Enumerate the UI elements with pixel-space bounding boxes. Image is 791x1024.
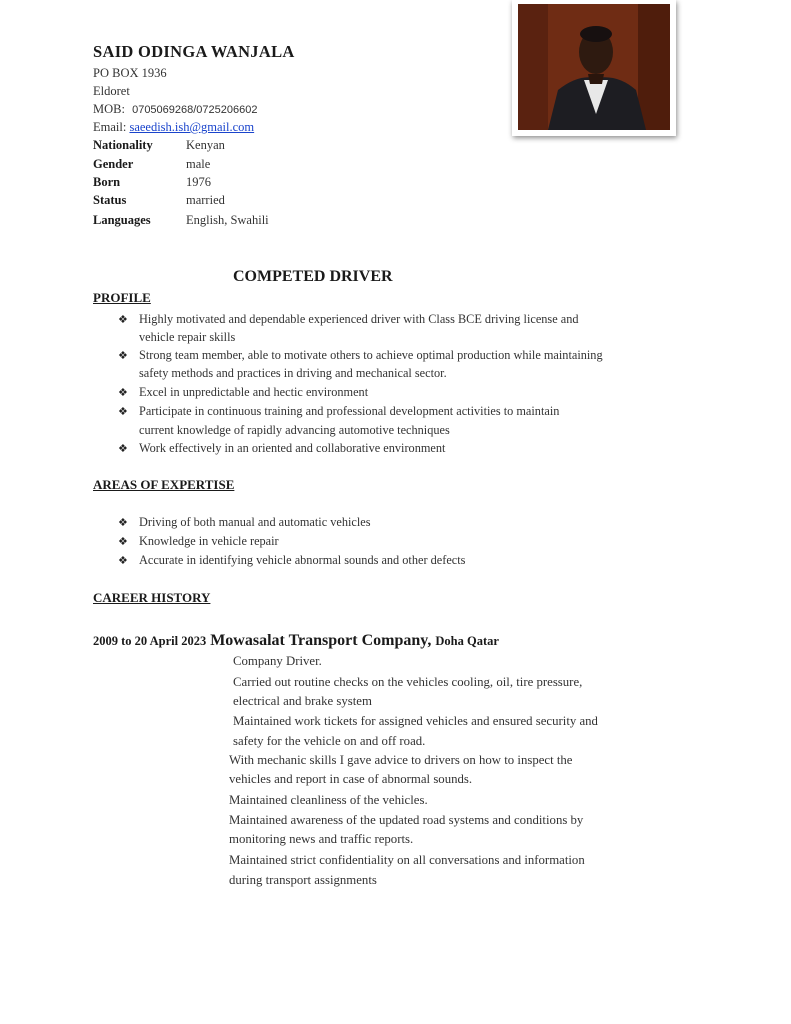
bullet-icon: ❖ [118,406,128,418]
profile-heading: PROFILE [93,290,151,305]
status-label: Status [93,193,127,207]
bullet-icon: ❖ [118,314,128,326]
bullet-icon: ❖ [118,536,128,548]
mobile-line [93,102,258,117]
list-item: Driving of both manual and automatic vehicles [139,515,371,529]
duty-line: Carried out routine checks on the vehicles cooling, oil, tire pressure, [233,675,583,689]
expertise-heading: AREAS OF EXPERTISE [93,477,235,492]
job-dates: 2009 to 20 April 2023 [93,634,207,648]
list-item: Knowledge in vehicle repair [139,534,279,548]
avatar [518,4,670,130]
list-item: Work effectively in an oriented and collaborative environment [139,441,446,455]
page-title: COMPETED DRIVER [233,268,393,285]
list-item: Participate in continuous training and professional development activities to maintain [139,404,560,418]
bullet-icon: ❖ [118,517,128,529]
duty-line: Maintained strict confidentiality on all conversations and information [229,853,585,867]
nationality-value: Kenyan [186,138,225,152]
duty-line: Maintained awareness of the updated road systems and conditions by [229,813,584,827]
gender-value: male [186,157,211,171]
mobile-label: MOB: [93,102,125,116]
job-header [93,632,499,650]
list-item: Strong team member, able to motivate others to achieve optimal production while maintaining [139,348,603,362]
duty-line: Maintained work tickets for assigned vehicles and ensured security and [233,714,598,728]
profile-photo [512,0,676,136]
career-heading: CAREER HISTORY [93,590,211,605]
duty-line: vehicles and report in case of abnormal sounds. [229,772,473,786]
languages-value: English, Swahili [186,213,269,227]
candidate-name: SAID ODINGA WANJALA [93,42,295,61]
list-item-continuation: current knowledge of rapidly advancing automotive techniques [139,423,450,437]
job-company: Mowasalat Transport Company, [210,632,432,649]
born-value: 1976 [186,175,211,189]
list-item: Accurate in identifying vehicle abnormal sounds and other defects [139,553,466,567]
email-line [93,120,254,135]
job-location: Doha Qatar [435,634,499,648]
list-item: Highly motivated and dependable experienced driver with Class BCE driving license and [139,312,579,326]
bullet-icon: ❖ [118,555,128,567]
status-value: married [186,193,225,207]
duty-line: safety for the vehicle on and off road. [233,734,426,748]
duty-line: Company Driver. [233,654,322,668]
duty-line: With mechanic skills I gave advice to drivers on how to inspect the [229,753,573,767]
nationality-label: Nationality [93,138,153,152]
languages-label: Languages [93,213,151,227]
email-link[interactable]: saeedish.ish@gmail.com [129,120,255,134]
duty-line: monitoring news and traffic reports. [229,832,414,846]
list-item-continuation: safety methods and practices in driving and mechanical sector. [139,366,447,380]
duty-line: electrical and brake system [233,694,372,708]
duty-line: during transport assignments [229,873,377,887]
bullet-icon: ❖ [118,350,128,362]
mobile-number: 0705069268/0725206602 [132,104,258,116]
list-item: Excel in unpredictable and hectic environment [139,385,369,399]
born-label: Born [93,175,121,189]
list-item-continuation: vehicle repair skills [139,330,236,344]
city: Eldoret [93,84,130,98]
bullet-icon: ❖ [118,443,128,455]
email-label: Email: [93,120,127,134]
po-box: PO BOX 1936 [93,66,167,80]
bullet-icon: ❖ [118,387,128,399]
duty-line: Maintained cleanliness of the vehicles. [229,793,428,807]
gender-label: Gender [93,157,134,171]
